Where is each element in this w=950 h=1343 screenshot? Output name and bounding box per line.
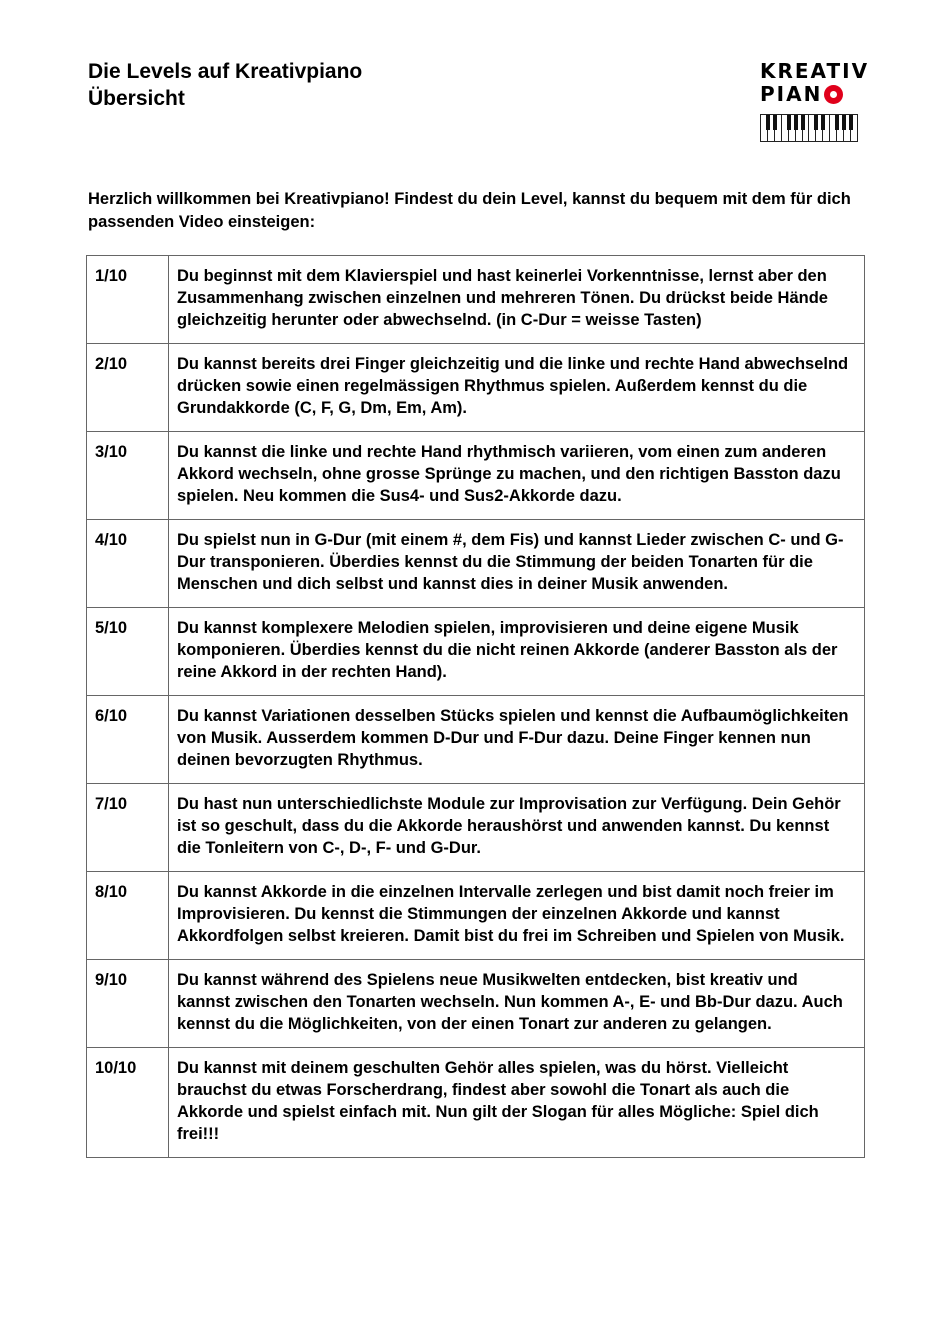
table-row (87, 256, 865, 344)
table-row (87, 1048, 865, 1158)
table-row (87, 608, 865, 696)
logo-word-kreativ: KREATIV (760, 59, 870, 83)
level-number: 1/10 (87, 256, 169, 344)
level-description: Du hast nun unterschiedlichste Module zur Improvisation zur Verfügung. Dein Gehör ist so geschult, dass du die Akkorde heraushörst und anwenden kannst. Du kennst die Tonleitern von C-, D-, F- und G-Dur. (169, 784, 865, 872)
table-row (87, 960, 865, 1048)
level-description: Du spielst nun in G-Dur (mit einem #, dem Fis) und kannst Lieder zwischen C- und G-Dur transponieren. Überdies kennst du die Stimmung der beiden Tonarten für die Menschen und dich selbst und kannst dies in deiner Musik anwenden. (169, 520, 865, 608)
logo-word-pian: PIAN (760, 82, 823, 106)
levels-table (86, 255, 865, 1158)
level-description: Du kannst bereits drei Finger gleichzeitig und die linke und rechte Hand abwechselnd drücken sowie einen regelmässigen Rhythmus spielen. Außerdem kennst du die Grundakkorde (C, F, G, Dm, Em, Am). (169, 344, 865, 432)
level-number: 4/10 (87, 520, 169, 608)
piano-keys-icon (760, 114, 858, 142)
level-description: Du kannst mit deinem geschulten Gehör alles spielen, was du hörst. Vielleicht brauchst du etwas Forscherdrang, findest aber sowohl die Tonart als auch die Akkorde und spielst einfach mit. Nun gilt der Slogan für alles Mögliche: Spiel dich frei!!! (169, 1048, 865, 1158)
level-description: Du kannst die linke und rechte Hand rhythmisch variieren, vom einen zum anderen Akkord wechseln, ohne grosse Sprünge zu machen, und den richtigen Basston dazu spielen. Neu kommen die Sus4- und Sus2-Akkorde dazu. (169, 432, 865, 520)
logo-word-piano (760, 83, 860, 106)
level-description: Du kannst Variationen desselben Stücks spielen und kennst die Aufbaumöglichkeiten von Musik. Ausserdem kommen D-Dur und F-Dur dazu. Deine Finger kennen nun deinen bevorzugten Rhythmus. (169, 696, 865, 784)
title-line-2: Übersicht (88, 87, 185, 110)
title-line-1: Die Levels auf Kreativpiano (88, 60, 363, 83)
level-number: 8/10 (87, 872, 169, 960)
level-number: 2/10 (87, 344, 169, 432)
intro-text: Herzlich willkommen bei Kreativpiano! Findest du dein Level, kannst du bequem mit dem für dich passenden Video einsteigen: (88, 190, 851, 231)
record-icon (824, 85, 843, 104)
level-description: Du beginnst mit dem Klavierspiel und hast keinerlei Vorkenntnisse, lernst aber den Zusammenhang zwischen einzelnen und mehreren Tönen. Du drückst beide Hände gleichzeitig herunter oder abwechselnd. (in C-Dur = weisse Tasten) (169, 256, 865, 344)
level-description: Du kannst Akkorde in die einzelnen Intervalle zerlegen und bist damit noch freier im Improvisieren. Du kennst die Stimmungen der einzelnen Akkorde und kannst Akkordfolgen selbst kreieren. Damit bist du frei im Schreiben und Spielen von Musik. (169, 872, 865, 960)
table-row (87, 696, 865, 784)
table-row (87, 784, 865, 872)
level-number: 6/10 (87, 696, 169, 784)
level-description: Du kannst komplexere Melodien spielen, improvisieren und deine eigene Musik komponieren. Überdies kennst du die nicht reinen Akkorde (anderer Basston als der reine Akkord in der rechten Hand). (169, 608, 865, 696)
table-row (87, 872, 865, 960)
table-row (87, 344, 865, 432)
level-description: Du kannst während des Spielens neue Musikwelten entdecken, bist kreativ und kannst zwischen den Tonarten wechseln. Nun kommen A-, E- und Bb-Dur dazu. Auch kennst du die Möglichkeiten, von der einen Tonart zur anderen zu gelangen. (169, 960, 865, 1048)
table-row (87, 520, 865, 608)
kreativpiano-logo (760, 59, 870, 156)
level-number: 5/10 (87, 608, 169, 696)
table-row (87, 432, 865, 520)
level-number: 7/10 (87, 784, 169, 872)
page-title (88, 58, 362, 112)
level-number: 3/10 (87, 432, 169, 520)
level-number: 9/10 (87, 960, 169, 1048)
level-number: 10/10 (87, 1048, 169, 1158)
